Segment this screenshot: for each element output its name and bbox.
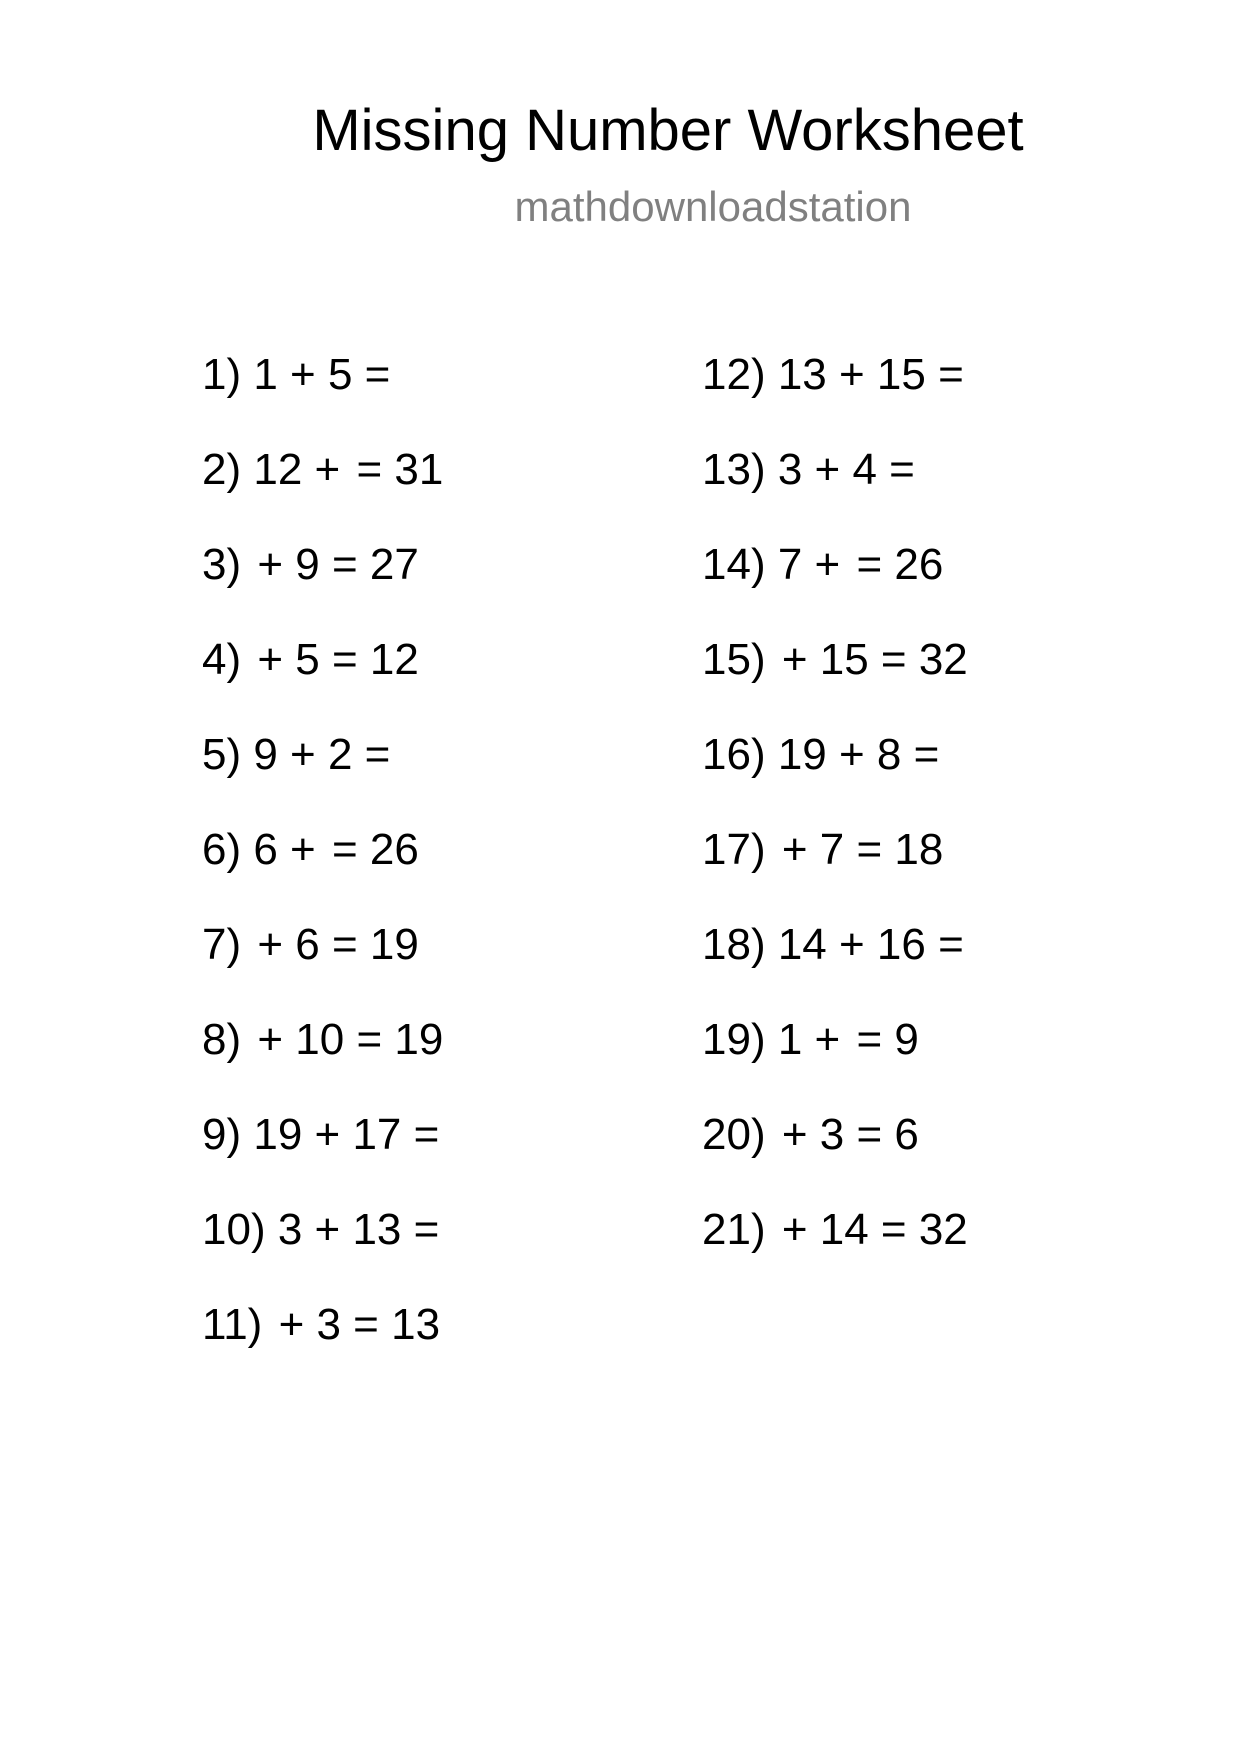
problem-number: 17) [702, 825, 766, 874]
problem-number: 9) [202, 1110, 242, 1159]
problem-13 [702, 442, 968, 537]
problem-number: 19) [702, 1015, 766, 1064]
problem-1 [202, 347, 443, 442]
worksheet-source: mathdownloadstation [514, 183, 912, 230]
problem-tail: + 9 = 27 [257, 540, 419, 589]
problem-lead: 14 + 16 = [777, 920, 964, 969]
problem-8 [202, 1012, 443, 1107]
problem-number: 16) [702, 730, 766, 779]
problem-19 [702, 1012, 968, 1107]
problem-number: 14) [702, 540, 766, 589]
problem-lead: 12 + [253, 445, 341, 494]
problem-number: 10) [202, 1205, 266, 1254]
problem-tail: = 31 [356, 445, 444, 494]
worksheet-title: Missing Number Worksheet [312, 98, 1024, 163]
problem-number: 6) [202, 825, 242, 874]
problem-12 [702, 347, 968, 442]
problem-tail: + 3 = 13 [278, 1300, 441, 1349]
problem-column-right [702, 347, 968, 1297]
problem-lead: 3 + 13 = [277, 1205, 440, 1254]
problem-number: 20) [702, 1110, 766, 1159]
problem-lead: 7 + [777, 540, 841, 589]
problem-number: 8) [202, 1015, 242, 1064]
problem-tail: = 9 [856, 1015, 919, 1064]
problem-lead: 1 + [777, 1015, 841, 1064]
problem-lead: 1 + 5 = [253, 350, 391, 399]
problem-number: 1) [202, 350, 242, 399]
problem-7 [202, 917, 443, 1012]
problem-16 [702, 727, 968, 822]
problem-lead: 3 + 4 = [777, 445, 915, 494]
problem-9 [202, 1107, 443, 1202]
problem-tail: + 15 = 32 [781, 635, 968, 684]
problem-number: 11) [202, 1300, 263, 1349]
problem-tail: + 10 = 19 [257, 1015, 444, 1064]
problem-number: 13) [702, 445, 766, 494]
problem-tail: = 26 [856, 540, 944, 589]
problem-lead: 9 + 2 = [253, 730, 391, 779]
problem-number: 15) [702, 635, 766, 684]
problem-20 [702, 1107, 968, 1202]
problem-lead: 6 + [253, 825, 316, 874]
problem-15 [702, 632, 968, 727]
problem-tail: + 3 = 6 [781, 1110, 919, 1159]
problem-5 [202, 727, 443, 822]
problem-column-left [202, 347, 443, 1392]
problem-3 [202, 537, 443, 632]
problem-6 [202, 822, 443, 917]
problem-21 [702, 1202, 968, 1297]
problem-number: 4) [202, 635, 242, 684]
problem-number: 3) [202, 540, 242, 589]
problem-number: 5) [202, 730, 242, 779]
problem-18 [702, 917, 968, 1012]
problem-17 [702, 822, 968, 917]
problem-10 [202, 1202, 443, 1297]
problem-number: 7) [202, 920, 242, 969]
problem-2 [202, 442, 443, 537]
problem-14 [702, 537, 968, 632]
problem-number: 21) [702, 1205, 766, 1254]
problem-number: 12) [702, 350, 766, 399]
problem-number: 2) [202, 445, 242, 494]
problem-lead: 19 + 8 = [777, 730, 940, 779]
problem-11 [202, 1297, 443, 1392]
problem-tail: + 6 = 19 [257, 920, 419, 969]
problem-4 [202, 632, 443, 727]
problem-number: 18) [702, 920, 766, 969]
problem-tail: + 14 = 32 [781, 1205, 968, 1254]
problem-lead: 13 + 15 = [777, 350, 964, 399]
problem-tail: + 5 = 12 [257, 635, 419, 684]
problem-tail: + 7 = 18 [781, 825, 944, 874]
problem-lead: 19 + 17 = [253, 1110, 440, 1159]
problem-tail: = 26 [331, 825, 419, 874]
